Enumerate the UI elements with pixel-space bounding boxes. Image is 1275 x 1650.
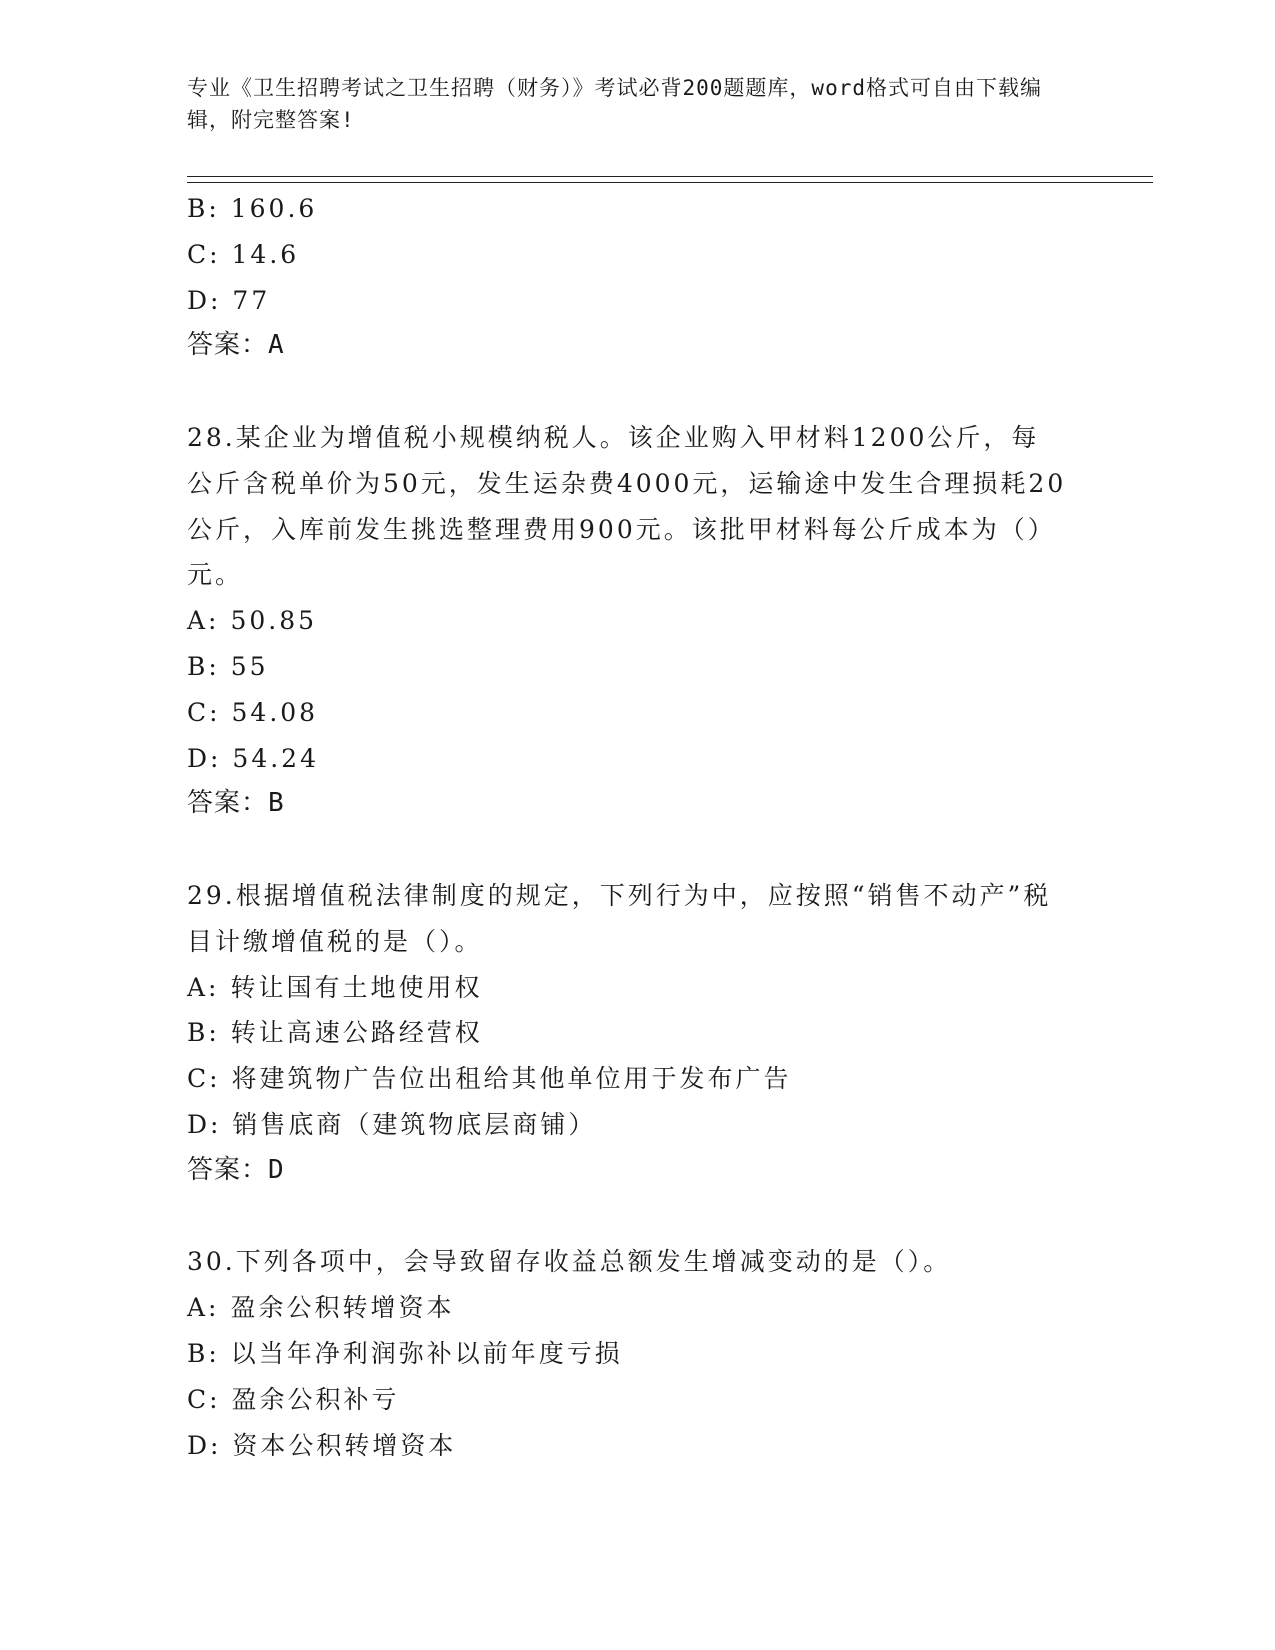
option-c: C: 盈余公积补亏 [187, 1384, 400, 1414]
option-a: A: 转让国有土地使用权 [187, 972, 483, 1002]
answer-line: 答案：D [187, 1154, 285, 1185]
option-c: C: 54.08 [187, 697, 319, 727]
question-29 [187, 873, 1067, 1194]
question-text: 30.下列各项中，会导致留存收益总额发生增减变动的是（）。 [187, 1247, 952, 1277]
question-text: 28.某企业为增值税小规模纳税人。该企业购入甲材料1200公斤，每公斤含税单价为50元，发生运杂费4000元，运输途中发生合理损耗20公斤，入库前发生挑选整理费用900元。该批甲材料每公斤成本为（）元。 [187, 422, 1067, 590]
header-rule-bottom [187, 182, 1153, 183]
option-d: D: 销售底商（建筑物底层商铺） [187, 1109, 597, 1139]
option-c: C: 将建筑物广告位出租给其他单位用于发布广告 [187, 1064, 792, 1094]
question-28 [187, 415, 1067, 827]
option-a: A: 盈余公积转增资本 [187, 1293, 455, 1323]
answer-line: 答案：B [187, 788, 285, 819]
option-d: D: 77 [187, 285, 271, 315]
answer-line: 答案：A [187, 330, 285, 361]
option-d: D: 54.24 [187, 743, 319, 773]
option-b: B: 55 [187, 651, 269, 681]
option-c: C: 14.6 [187, 239, 300, 269]
option-d: D: 资本公积转增资本 [187, 1430, 457, 1460]
previous-question-tail [187, 186, 1067, 369]
document-body [187, 186, 1067, 1468]
question-text: 29.根据增值税法律制度的规定，下列行为中，应按照“销售不动产”税目计缴增值税的是（）。 [187, 880, 1052, 956]
option-b: B: 以当年净利润弥补以前年度亏损 [187, 1338, 623, 1368]
question-30 [187, 1239, 1067, 1468]
option-b: B: 转让高速公路经营权 [187, 1018, 483, 1048]
header-rule-top [187, 176, 1153, 177]
document-header: 专业《卫生招聘考试之卫生招聘（财务）》考试必背200题题库，word格式可自由下载编辑，附完整答案! [187, 76, 1042, 132]
option-b: B: 160.6 [187, 194, 318, 223]
option-a: A: 50.85 [187, 606, 318, 636]
